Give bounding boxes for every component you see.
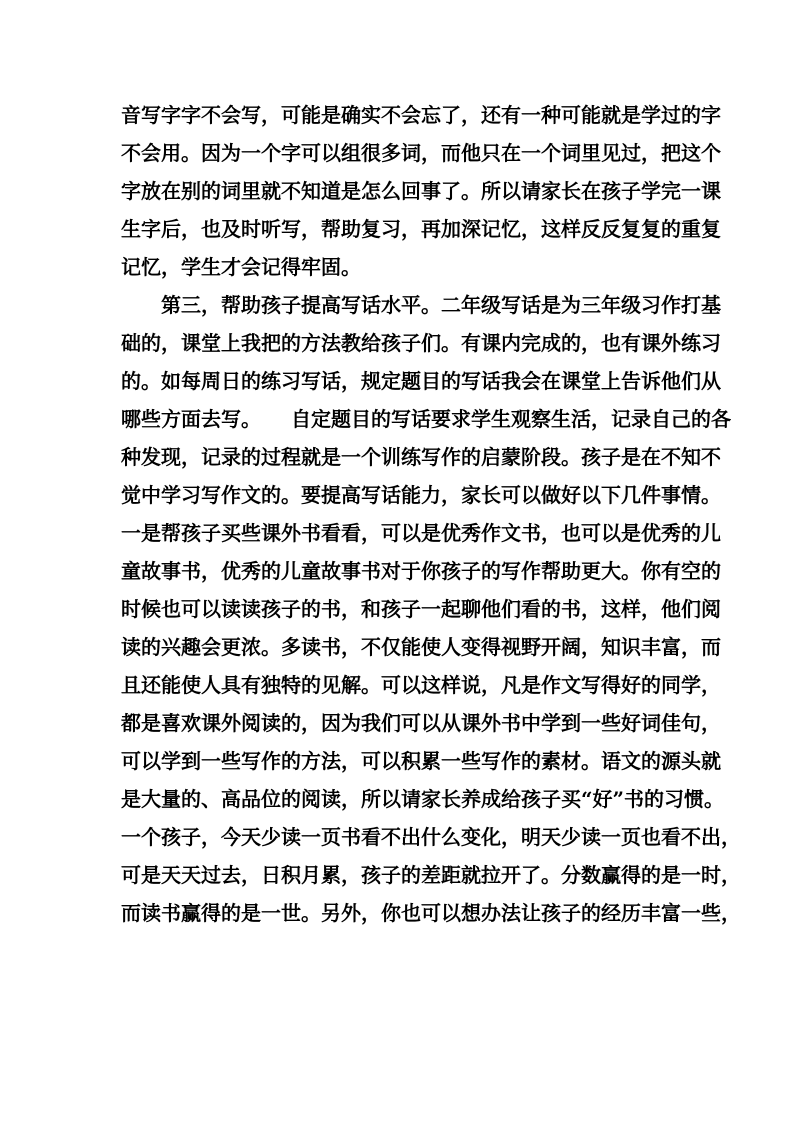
text-line: 础的，课堂上我把的方法教给孩子们。有课内完成的，也有课外练习 — [121, 331, 721, 355]
text-line: 字放在别的词里就不知道是怎么回事了。所以请家长在孩子学完一课 — [121, 179, 721, 203]
text-line: 一是帮孩子买些课外书看看，可以是优秀作文书，也可以是优秀的儿 — [121, 521, 721, 545]
text-line: 可以学到一些写作的方法，可以积累一些写作的素材。语文的源头就 — [121, 749, 721, 773]
text-line: 童故事书，优秀的儿童故事书对于你孩子的写作帮助更大。你有空的 — [121, 559, 721, 583]
text-line: 不会用。因为一个字可以组很多词，而他只在一个词里见过，把这个 — [121, 141, 721, 165]
text-line: 生字后，也及时听写，帮助复习，再加深记忆，这样反反复复的重复 — [121, 217, 721, 241]
text-line: 的。如每周日的练习写话，规定题目的写话我会在课堂上告诉他们从 — [121, 369, 721, 393]
text-line: 觉中学习写作文的。要提高写话能力，家长可以做好以下几件事情。 — [121, 483, 721, 507]
text-line: 读的兴趣会更浓。多读书，不仅能使人变得视野开阔，知识丰富，而 — [121, 635, 721, 659]
text-line: 哪些方面去写。 自定题目的写话要求学生观察生活，记录自己的各 — [121, 407, 731, 431]
text-line: 都是喜欢课外阅读的，因为我们可以从课外书中学到一些好词佳句， — [121, 711, 721, 735]
text-line: 可是天天过去，日积月累，孩子的差距就拉开了。分数赢得的是一时， — [121, 863, 741, 887]
text-line: 一个孩子，今天少读一页书看不出什么变化，明天少读一页也看不出， — [121, 825, 741, 849]
text-line: 是大量的、高品位的阅读，所以请家长养成给孩子买“好”书的习惯。 — [121, 787, 725, 811]
body-text — [121, 96, 741, 932]
text-line: 且还能使人具有独特的见解。可以这样说，凡是作文写得好的同学， — [121, 673, 721, 697]
paragraph-first-line: 第三，帮助孩子提高写话水平。二年级写话是为三年级习作打基 — [161, 293, 721, 317]
text-line: 时候也可以读读孩子的书，和孩子一起聊他们看的书，这样，他们阅 — [121, 597, 721, 621]
text-line: 种发现，记录的过程就是一个训练写作的启蒙阶段。孩子是在不知不 — [121, 445, 721, 469]
text-line: 音写字字不会写，可能是确实不会忘了，还有一种可能就是学过的字 — [121, 103, 721, 127]
text-line: 记忆，学生才会记得牢固。 — [121, 255, 361, 279]
text-line: 而读书赢得的是一世。另外，你也可以想办法让孩子的经历丰富一些， — [121, 901, 741, 925]
